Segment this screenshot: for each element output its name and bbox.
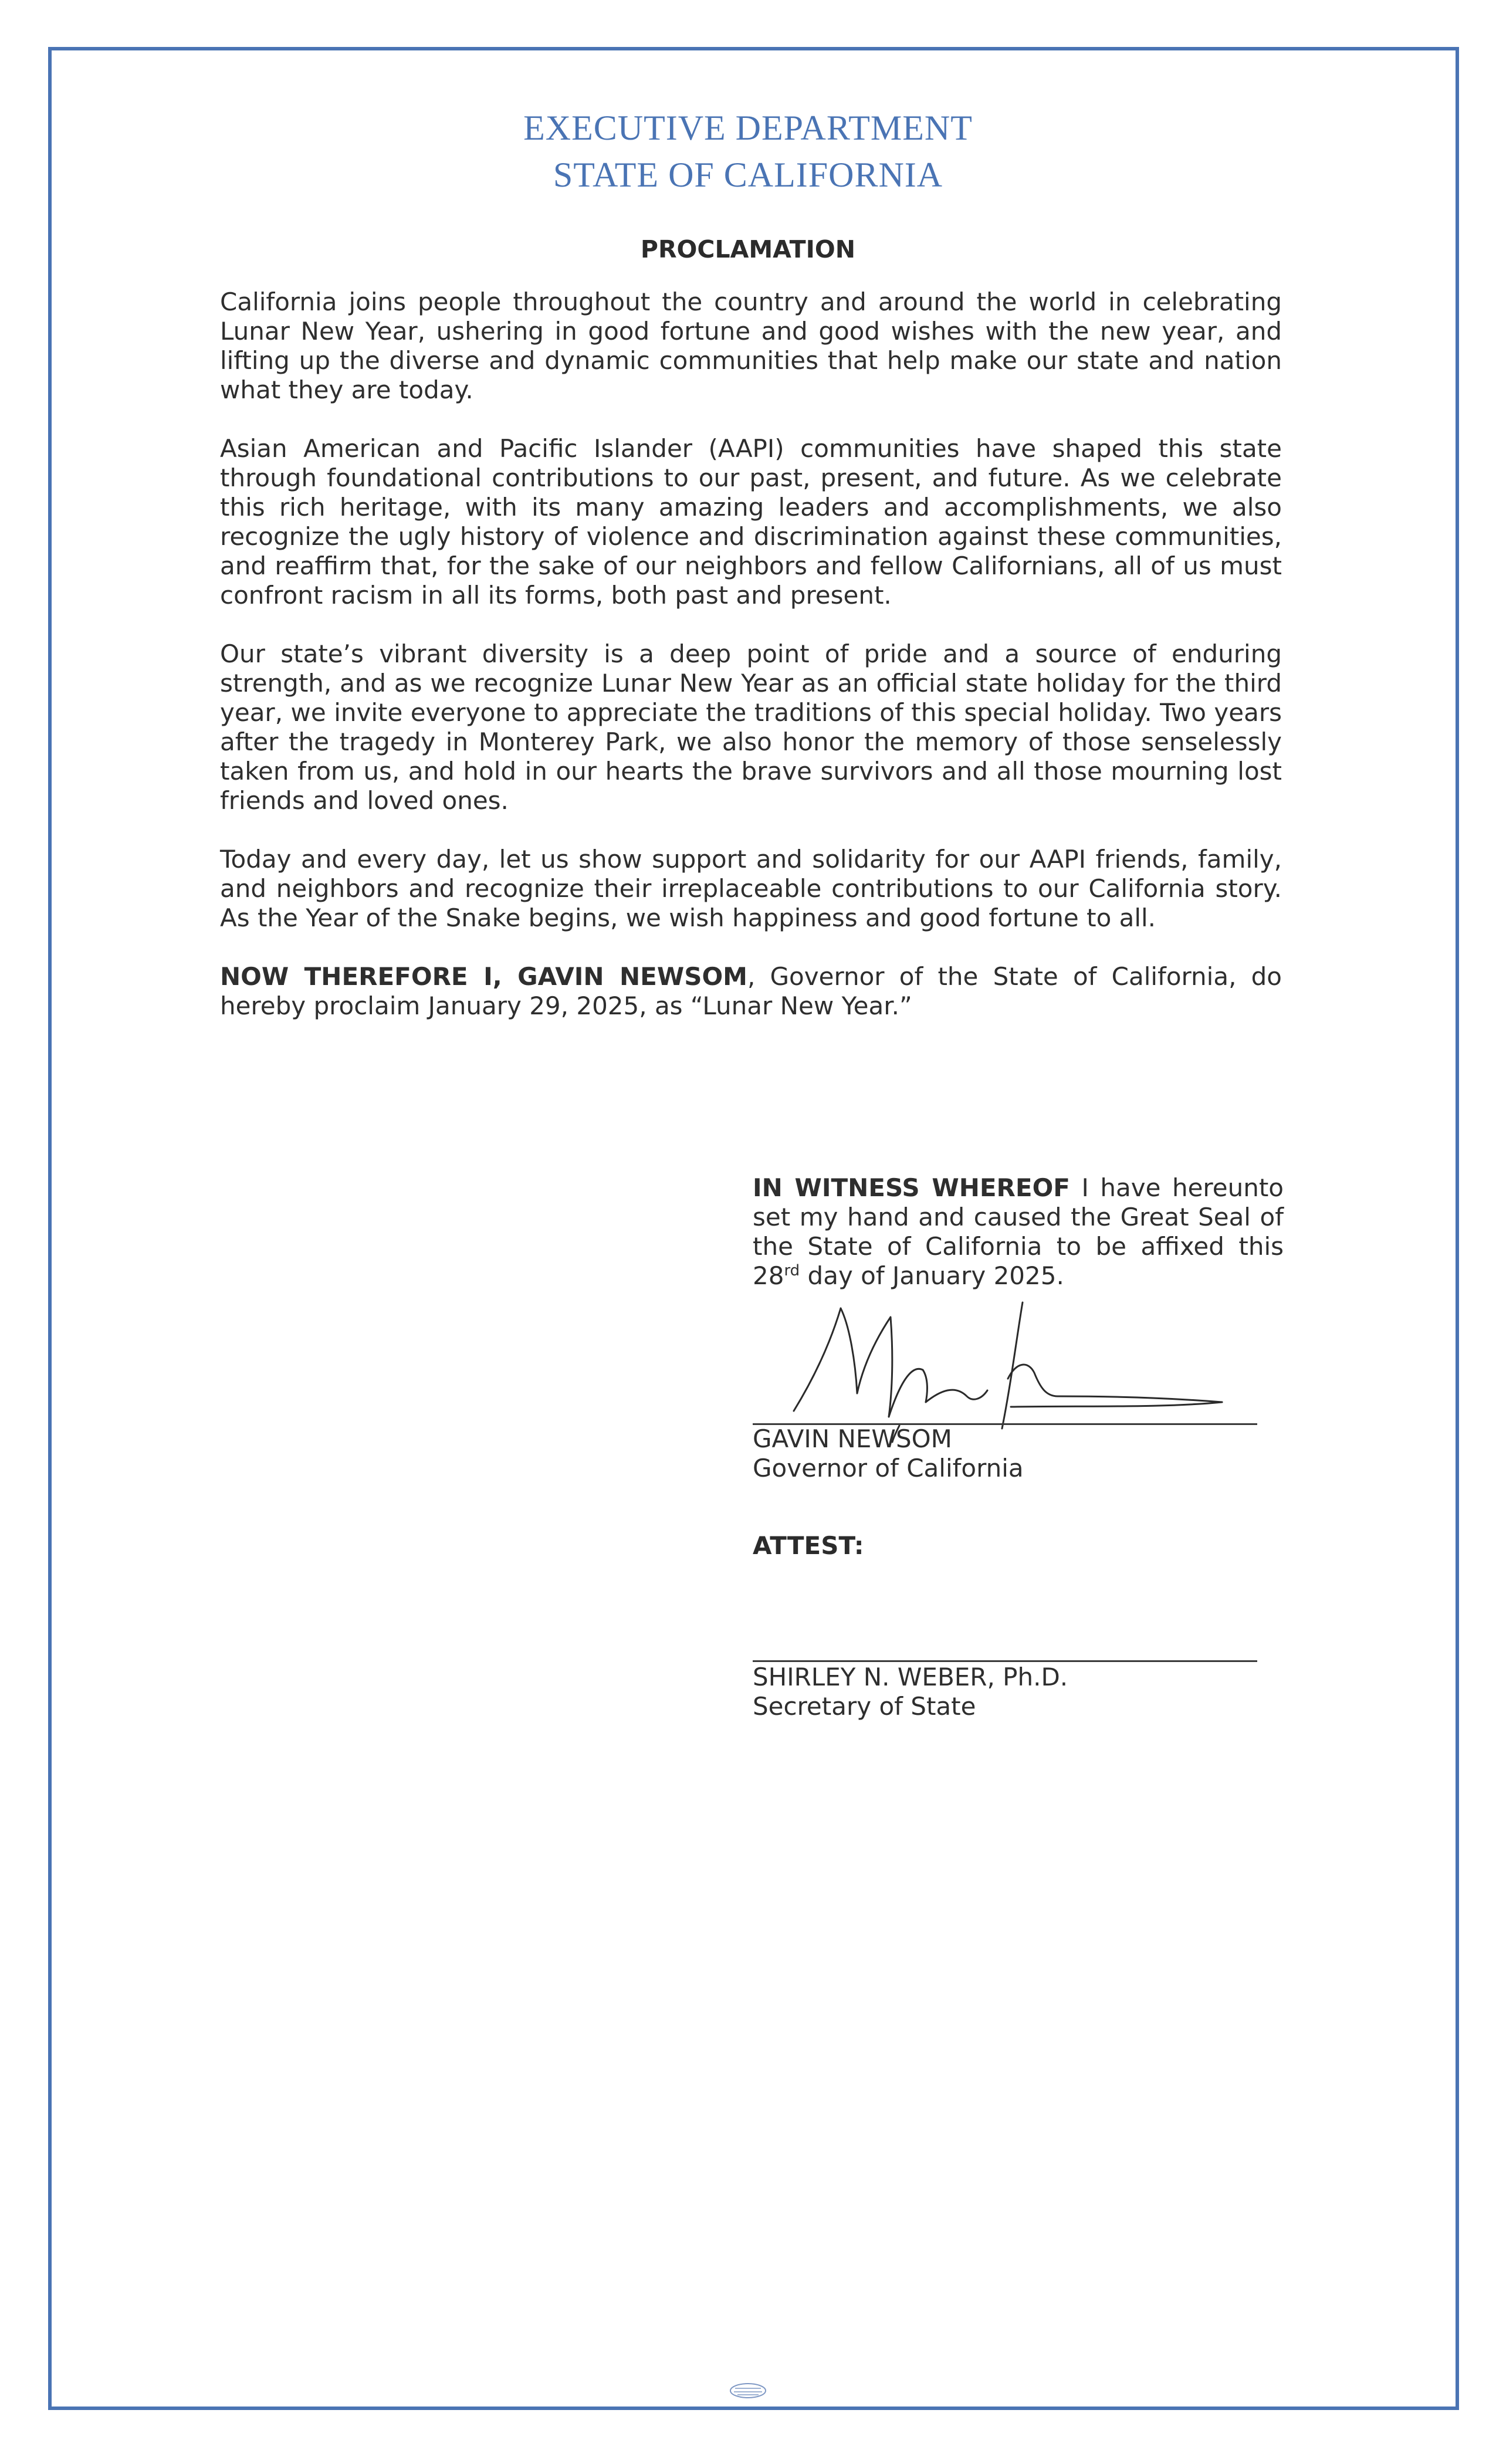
document-title: PROCLAMATION: [640, 235, 856, 263]
proclamation-statement: [220, 962, 1282, 1021]
paragraph-3: Our state’s vibrant diversity is a deep point of pride and a source of enduring strength, and as we recognize Lunar New Year as an official state holiday for the third year, we invite everyone to appreciate the traditions of this special holiday. Two years after the tragedy in Monterey Park, we also honor the memory of those senselessly taken from us, and hold in our hearts the brave survivors and all those mourning lost friends and loved ones.: [220, 639, 1282, 815]
governor-title: Governor of California: [753, 1454, 1024, 1483]
governor-name: GAVIN NEWSOM: [753, 1424, 952, 1453]
letterhead-state: STATE OF CALIFORNIA: [553, 155, 943, 194]
letterhead: [0, 104, 1496, 198]
paragraph-2: Asian American and Pacific Islander (AAPI) communities have shaped this state through foundational contributions to our past, present, and future. As we celebrate this rich heritage, with its many amazing leaders and accomplishments, we also recognize the ugly history of violence and discrimination against these communities, and reaffirm that, for the sake of our neighbors and fellow Californians, all of us must confront racism in all its forms, both past and present.: [220, 434, 1282, 610]
governor-signature: [753, 1291, 1281, 1443]
attest-label: ATTEST:: [753, 1531, 864, 1560]
union-label-icon: [719, 2379, 777, 2402]
witness-lead: IN WITNESS WHEREOF: [753, 1173, 1070, 1202]
witness-date: day of January 2025.: [800, 1261, 1064, 1290]
secretary-title: Secretary of State: [753, 1692, 976, 1721]
witness-clause: [753, 1173, 1284, 1291]
paragraph-4: Today and every day, let us show support and solidarity for our AAPI friends, family, and neighbors and recognize their irreplaceable contributions to our California story. As the Year of the Snake begins, we wish happiness and good fortune to all.: [220, 845, 1282, 932]
paragraph-1: California joins people throughout the country and around the world in celebrating Lunar New Year, ushering in good fortune and good wishes with the new year, and lifting up the diverse and dynamic communities that help make our state and nation what they are today.: [220, 287, 1282, 404]
proclamation-lead: NOW THEREFORE I, GAVIN NEWSOM: [220, 962, 747, 991]
proclamation-body: [220, 287, 1282, 1021]
secretary-name: SHIRLEY N. WEBER, Ph.D.: [753, 1663, 1068, 1691]
proclamation-rest: , Governor of the State of California, do hereby proclaim January 29, 2025, as “Lunar New Year.”: [220, 962, 1282, 1020]
secretary-signature-line: [753, 1660, 1257, 1662]
witness-ordinal-suffix: rd: [784, 1262, 800, 1280]
letterhead-department: EXECUTIVE DEPARTMENT: [523, 109, 973, 147]
witness-text: I have hereunto set my hand and caused the Great Seal of the State of California to be affixed this 28: [753, 1173, 1284, 1290]
